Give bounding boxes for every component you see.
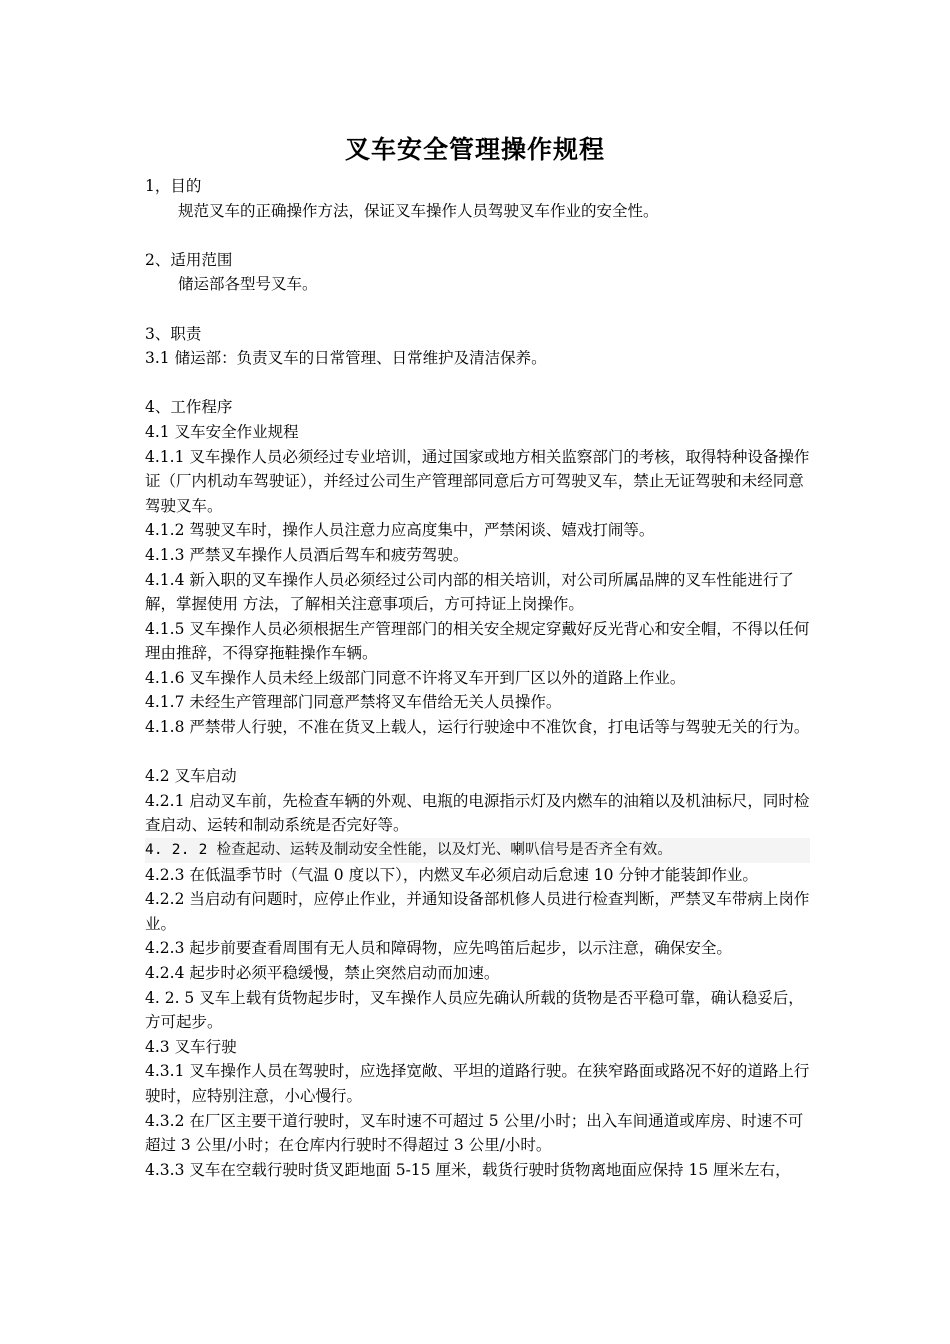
paragraph: 储运部各型号叉车。 <box>178 275 318 294</box>
paragraph: 规范叉车的正确操作方法，保证叉车操作人员驾驶叉车作业的安全性。 <box>178 201 659 220</box>
spacer <box>145 371 810 396</box>
paragraph: 4.3.3 叉车在空载行驶时货叉距地面 5-15 厘米，载货行驶时货物离地面应保持 15 厘米左右， <box>145 1160 791 1179</box>
paragraph: 4.2.3 在低温季节时（气温 0 度以下），内燃叉车必须启动后怠速 10 分钟才能装卸作业。 <box>145 865 758 884</box>
paragraph: 3.1 储运部：负责叉车的日常管理、日常维护及清洁保养。 <box>145 349 547 368</box>
paragraph: 4.2.2 当启动有问题时，应停止作业，并通知设备部机修人员进行检查判断，严禁叉车带病上岗作业。 <box>145 890 810 933</box>
paragraph: 4.1.3 严禁叉车操作人员酒后驾车和疲劳驾驶。 <box>145 545 469 564</box>
section-heading: 4、工作程序 <box>145 398 233 417</box>
paragraph: 4.1.8 严禁带人行驶，不准在货叉上载人，运行行驶途中不准饮食，打电话等与驾驶无关的行为。 <box>145 718 810 737</box>
spacer <box>145 740 810 765</box>
section-heading: 3、职责 <box>145 324 202 343</box>
document-body <box>145 174 810 1182</box>
subsection-heading: 4.2 叉车启动 <box>145 767 237 786</box>
subsection-heading: 4.3 叉车行驶 <box>145 1037 237 1056</box>
document-title: 叉车安全管理操作规程 <box>344 135 605 164</box>
paragraph: 4.3.2 在厂区主要干道行驶时，叉车时速不可超过 5 公里/小时；出入车间通道或库房、时速不可超过 3 公里/小时；在仓库内行驶时不得超过 3 公里/小时。 <box>145 1111 804 1155</box>
highlighted-paragraph: 4. 2. 2 检查起动、运转及制动安全性能，以及灯光、喇叭信号是否齐全有效。 <box>145 838 810 863</box>
paragraph: 4. 2. 5 叉车上载有货物起步时，叉车操作人员应先确认所载的货物是否平稳可靠，确认稳妥后，方可起步。 <box>145 988 804 1032</box>
paragraph: 4.2.4 起步时必须平稳缓慢，禁止突然启动而加速。 <box>145 964 500 982</box>
paragraph: 4.1.7 未经生产管理部门同意严禁将叉车借给无关人员操作。 <box>145 693 562 712</box>
section-heading: 2、适用范围 <box>145 250 233 269</box>
paragraph: 4.1.5 叉车操作人员必须根据生产管理部门的相关安全规定穿戴好反光背心和安全帽，不得以任何理由推辞，不得穿拖鞋操作车辆。 <box>145 619 810 663</box>
paragraph: 4.2.1 启动叉车前，先检查车辆的外观、电瓶的电源指示灯及内燃车的油箱以及机油标尺，同时检查启动、运转和制动系统是否完好等。 <box>145 791 810 835</box>
paragraph: 4.1.1 叉车操作人员必须经过专业培训，通过国家或地方相关监察部门的考核，取得特种设备操作证（厂内机动车驾驶证），并经过公司生产管理部同意后方可驾驶叉车，禁止无证驾驶和未经同意驾驶叉车。 <box>145 447 810 515</box>
section-heading: 1，目的 <box>145 177 202 195</box>
paragraph: 4.2.3 起步前要查看周围有无人员和障碍物，应先鸣笛后起步，以示注意，确保安全。 <box>145 939 732 958</box>
subsection-heading: 4.1 叉车安全作业规程 <box>145 422 299 441</box>
paragraph: 4.1.4 新入职的叉车操作人员必须经过公司内部的相关培训，对公司所属品牌的叉车性能进行了解，掌握使用 方法，了解相关注意事项后，方可持证上岗操作。 <box>145 570 794 614</box>
paragraph: 4.3.1 叉车操作人员在驾驶时，应选择宽敞、平坦的道路行驶。在狭窄路面或路况不好的道路上行驶时，应特别注意，小心慢行。 <box>145 1062 810 1105</box>
spacer <box>145 223 810 248</box>
paragraph: 4.1.2 驾驶叉车时，操作人员注意力应高度集中，严禁闲谈、嬉戏打闹等。 <box>145 521 655 540</box>
spacer <box>145 297 810 322</box>
paragraph: 4.1.6 叉车操作人员未经上级部门同意不许将叉车开到厂区以外的道路上作业。 <box>145 668 686 687</box>
